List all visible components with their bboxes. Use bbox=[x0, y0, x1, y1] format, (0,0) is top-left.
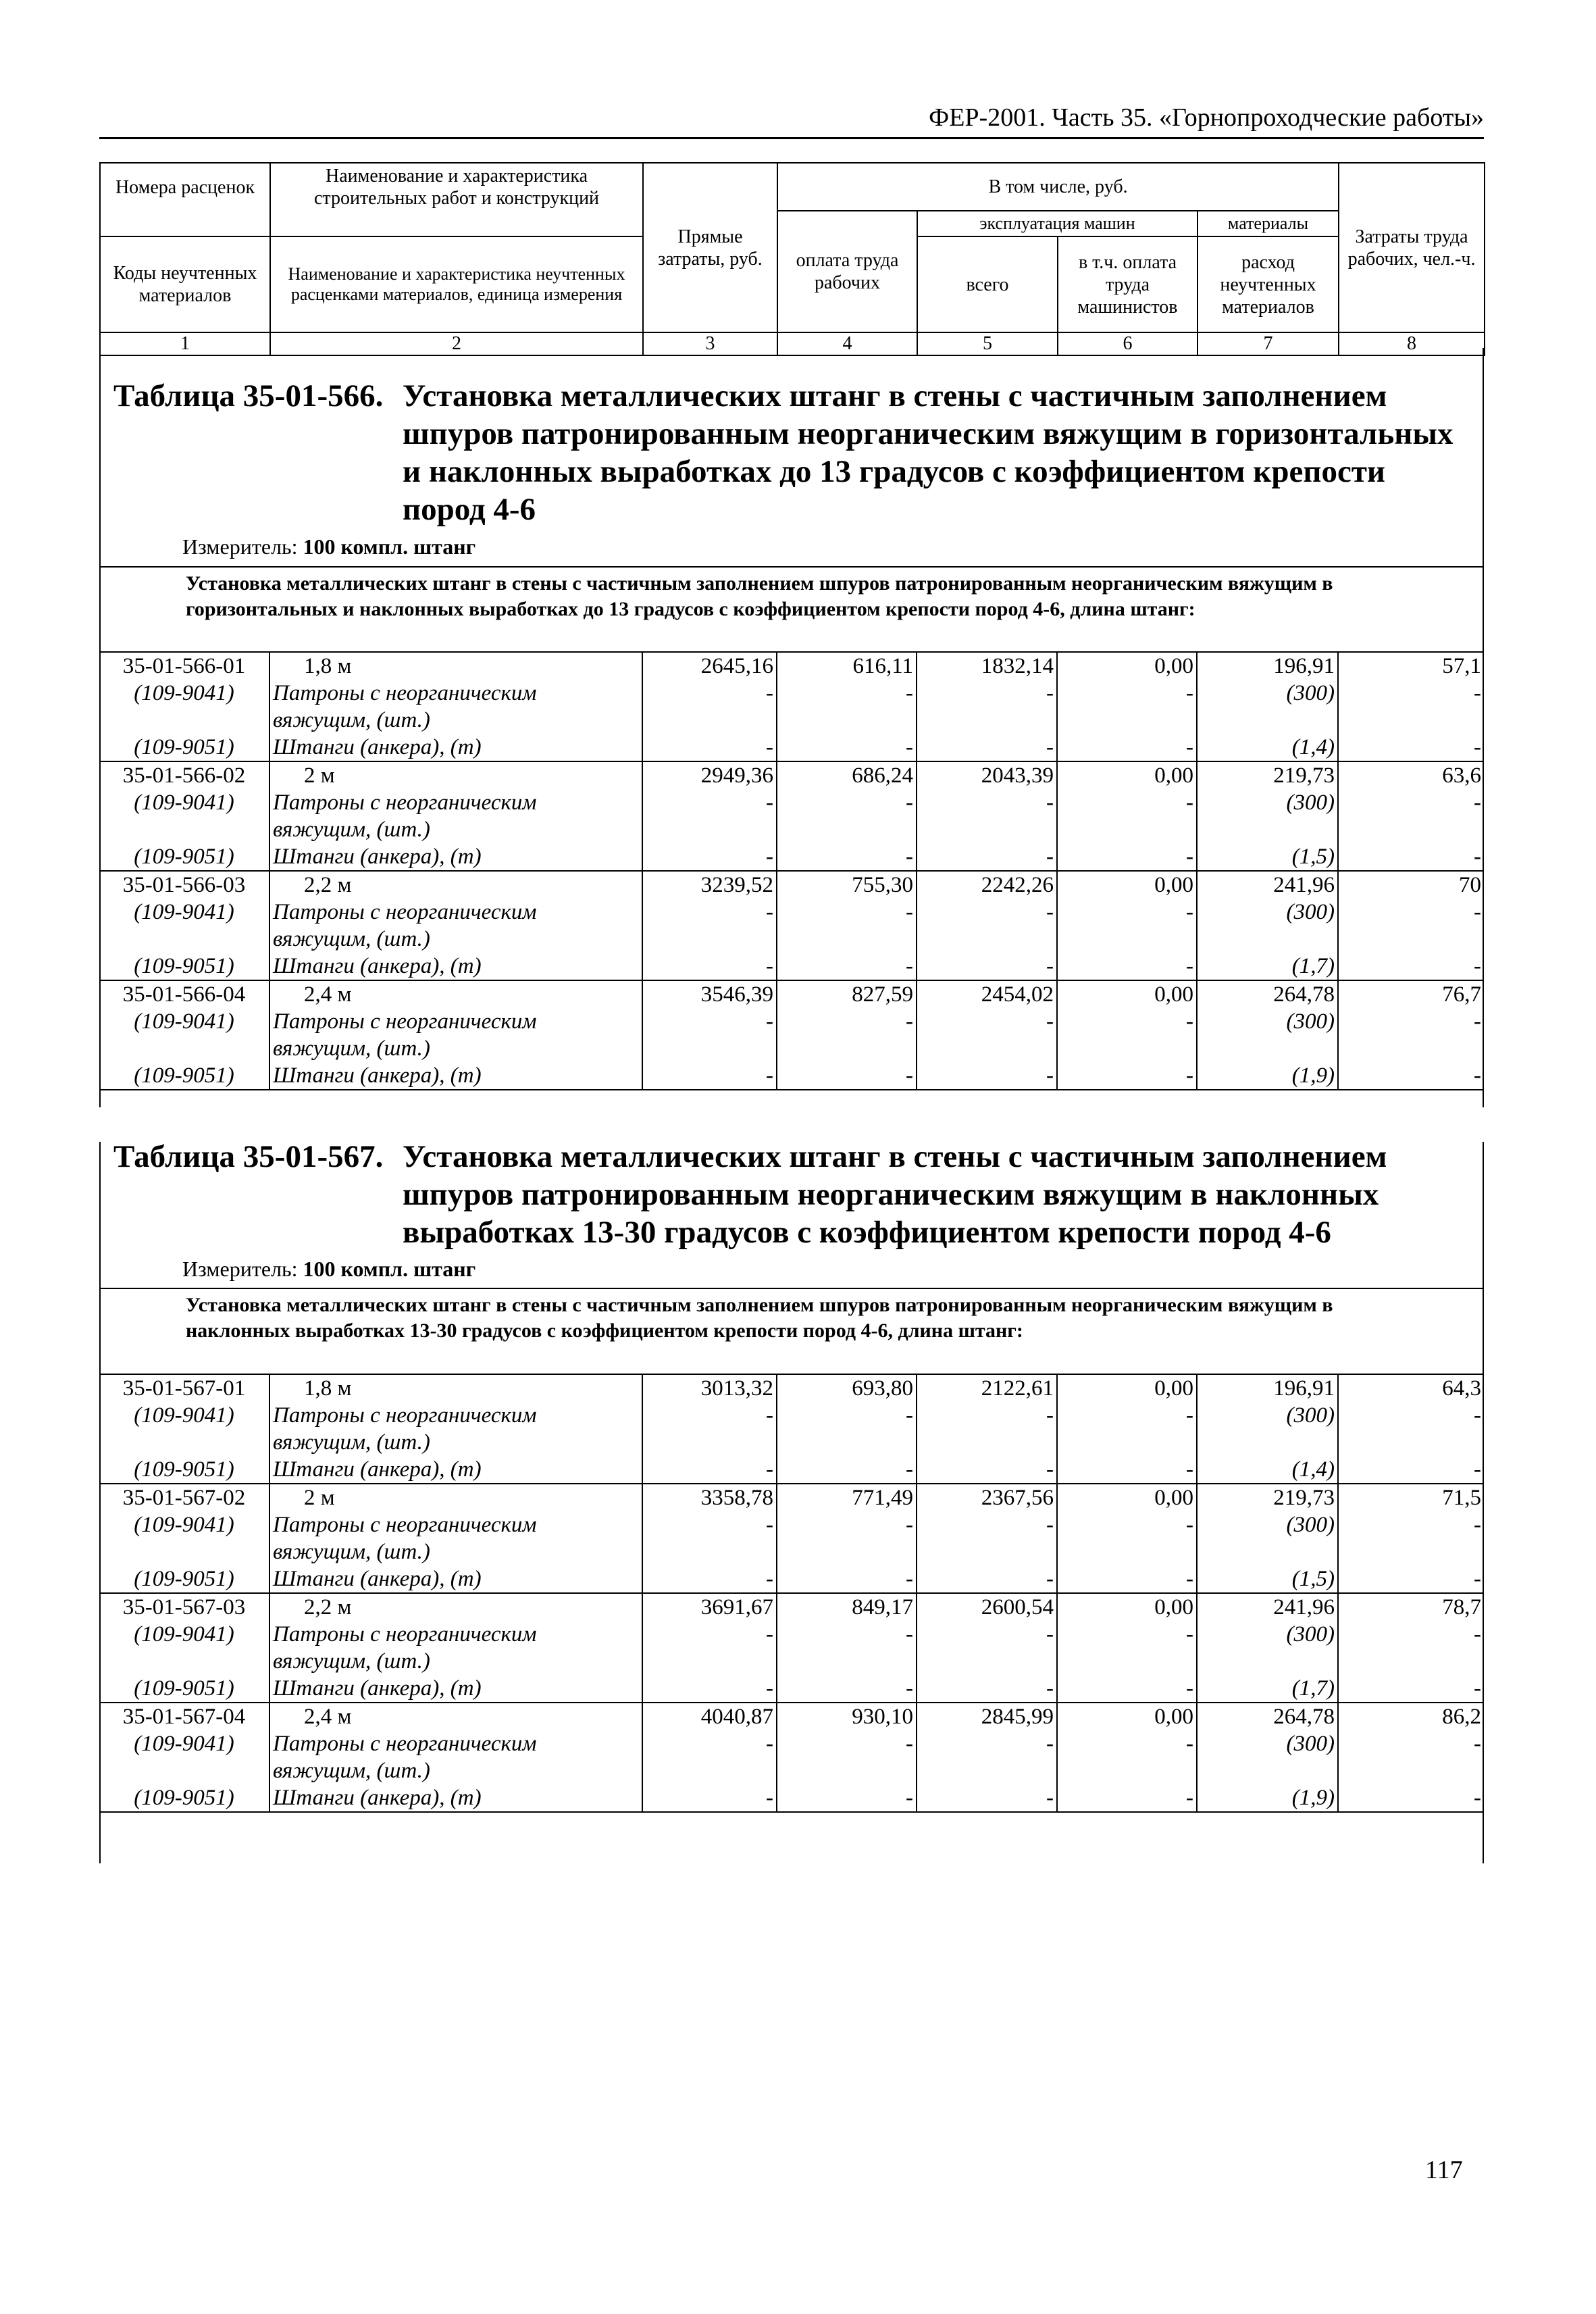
rate-code-cell: 35-01-566-04 bbox=[99, 980, 269, 1008]
materials-cell: (1,9) bbox=[1197, 1062, 1338, 1090]
hdr-machines: эксплуатация машин bbox=[917, 211, 1198, 236]
unit-of-measure bbox=[182, 534, 475, 559]
drivers-pay-cell: 0,00 bbox=[1057, 871, 1197, 899]
material-row bbox=[99, 843, 1484, 871]
labor-hours-cell: 70 bbox=[1338, 871, 1484, 899]
direct-cost-cell: - bbox=[642, 1511, 777, 1565]
labor-hours-cell: - bbox=[1338, 1565, 1484, 1593]
unit-label: Измеритель: bbox=[182, 1257, 298, 1281]
rate-code-cell: 35-01-567-01 bbox=[99, 1374, 269, 1402]
rate-code-cell: (109-9051) bbox=[99, 1565, 269, 1593]
machines-cell: - bbox=[917, 734, 1057, 761]
machines-cell: - bbox=[917, 1456, 1057, 1484]
labor-pay-cell: - bbox=[777, 789, 917, 843]
direct-cost-cell: - bbox=[642, 1621, 777, 1675]
hdr-col-number: 1 bbox=[100, 332, 270, 355]
direct-cost-cell: - bbox=[642, 734, 777, 761]
rate-code-cell: (109-9041) bbox=[99, 789, 269, 843]
drivers-pay-cell: - bbox=[1057, 789, 1197, 843]
labor-hours-cell: - bbox=[1474, 1403, 1481, 1428]
rate-code-cell: (109-9041) bbox=[99, 1621, 269, 1675]
item-name-cell: Патроны с неорганическим вяжущим, (шт.) bbox=[269, 1008, 642, 1062]
table-description: Установка металлических штанг в стены с частичным заполнением шпуров патронированным неорганическим вяжущим в наклонных выработках 13-30 градусов с коэффициентом крепости пород 4-6 bbox=[403, 1139, 1387, 1250]
materials-cell: (1,9) bbox=[1197, 1784, 1338, 1812]
machines-cell: - bbox=[917, 1511, 1057, 1565]
labor-hours-cell: - bbox=[1474, 1513, 1481, 1537]
rate-row bbox=[99, 980, 1484, 1008]
labor-pay-cell: - bbox=[777, 1062, 917, 1090]
rate-code-cell: (109-9041) bbox=[99, 1402, 269, 1456]
item-name-cell: Патроны с неорганическим вяжущим, (шт.) bbox=[269, 1730, 642, 1784]
rate-row bbox=[99, 1484, 1484, 1511]
materials-cell: (1,4) bbox=[1197, 734, 1338, 761]
hdr-machines-drivers: в т.ч. оплата труда машинистов bbox=[1058, 236, 1198, 332]
material-row bbox=[99, 953, 1484, 980]
labor-hours-cell: - bbox=[1474, 1732, 1481, 1756]
direct-cost-cell: - bbox=[642, 1008, 777, 1062]
material-row bbox=[99, 1621, 1484, 1675]
labor-pay-cell: - bbox=[777, 1621, 917, 1675]
drivers-pay-cell: - bbox=[1057, 1621, 1197, 1675]
column-header-table bbox=[99, 162, 1485, 356]
labor-pay-cell: 849,17 bbox=[777, 1593, 917, 1621]
machines-cell: 2122,61 bbox=[917, 1374, 1057, 1402]
rate-row bbox=[99, 1703, 1484, 1730]
drivers-pay-cell: - bbox=[1057, 734, 1197, 761]
labor-hours-cell: - bbox=[1338, 1062, 1484, 1090]
machines-cell: 2454,02 bbox=[917, 980, 1057, 1008]
materials-cell: (1,5) bbox=[1197, 1565, 1338, 1593]
hdr-machines-total: всего bbox=[917, 236, 1058, 332]
rate-code-cell: (109-9041) bbox=[99, 1511, 269, 1565]
hdr-work-name: Наименование и характеристика строительных работ и конструкций bbox=[270, 163, 643, 211]
labor-hours-cell: - bbox=[1338, 1456, 1484, 1484]
drivers-pay-cell: - bbox=[1057, 1730, 1197, 1784]
unit-value: 100 компл. штанг bbox=[303, 1257, 476, 1281]
item-name-cell: Штанги (анкера), (т) bbox=[269, 1456, 642, 1484]
item-name-cell: 1,8 м bbox=[269, 652, 642, 680]
drivers-pay-cell: - bbox=[1057, 953, 1197, 980]
labor-pay-cell: - bbox=[777, 1730, 917, 1784]
header-rule bbox=[99, 137, 1484, 139]
materials-cell: 196,91 bbox=[1197, 652, 1338, 680]
hdr-including: В том числе, руб. bbox=[777, 163, 1339, 211]
drivers-pay-cell: 0,00 bbox=[1057, 761, 1197, 789]
drivers-pay-cell: - bbox=[1057, 1784, 1197, 1812]
materials-cell: (1,4) bbox=[1197, 1456, 1338, 1484]
materials-cell: (1,5) bbox=[1197, 843, 1338, 871]
item-name-cell: Патроны с неорганическим вяжущим, (шт.) bbox=[269, 1402, 642, 1456]
item-name-cell: Штанги (анкера), (т) bbox=[269, 953, 642, 980]
item-name-cell: Штанги (анкера), (т) bbox=[269, 1675, 642, 1703]
hdr-direct-costs: Прямые затраты, руб. bbox=[643, 163, 777, 332]
item-name-cell: Штанги (анкера), (т) bbox=[269, 734, 642, 761]
rate-code-cell: (109-9041) bbox=[99, 680, 269, 734]
rate-code-cell: (109-9041) bbox=[99, 1730, 269, 1784]
machines-cell: 1832,14 bbox=[917, 652, 1057, 680]
item-name-cell: Патроны с неорганическим вяжущим, (шт.) bbox=[269, 1511, 642, 1565]
rate-code-cell: 35-01-567-04 bbox=[99, 1703, 269, 1730]
machines-cell: - bbox=[917, 789, 1057, 843]
materials-cell: 219,73 bbox=[1197, 1484, 1338, 1511]
item-name-cell: 2,2 м bbox=[269, 1593, 642, 1621]
hdr-col-number: 8 bbox=[1339, 332, 1485, 355]
labor-hours-cell: - bbox=[1474, 1009, 1481, 1034]
labor-pay-cell: 616,11 bbox=[777, 652, 917, 680]
material-row bbox=[99, 1730, 1484, 1784]
labor-hours-cell: 63,6 bbox=[1338, 761, 1484, 789]
group-heading: Установка металлических штанг в стены с частичным заполнением шпуров патронированным неорганическим вяжущим в горизонтальных и наклонных выработках до 13 градусов с коэффициентом крепости пород 4-6, длина штанг: bbox=[186, 572, 1333, 620]
item-name-cell: Штанги (анкера), (т) bbox=[269, 1784, 642, 1812]
hdr-col-number: 5 bbox=[917, 332, 1058, 355]
labor-hours-cell: - bbox=[1338, 1784, 1484, 1812]
drivers-pay-cell: 0,00 bbox=[1057, 1703, 1197, 1730]
rate-code-cell: (109-9041) bbox=[99, 899, 269, 953]
labor-hours-cell: - bbox=[1474, 900, 1481, 924]
table-label: Таблица 35-01-567. bbox=[113, 1139, 384, 1174]
direct-cost-cell: - bbox=[642, 953, 777, 980]
labor-hours-cell: - bbox=[1474, 1622, 1481, 1646]
materials-cell: (300) bbox=[1197, 1008, 1338, 1062]
table-label: Таблица 35-01-566. bbox=[113, 378, 384, 413]
direct-cost-cell: - bbox=[642, 1062, 777, 1090]
hdr-rate-number: Номера расценок bbox=[100, 163, 270, 211]
table-title-567 bbox=[113, 1138, 1478, 1253]
materials-cell: (1,7) bbox=[1197, 1675, 1338, 1703]
rate-code-cell: (109-9051) bbox=[99, 734, 269, 761]
materials-cell: (300) bbox=[1197, 1730, 1338, 1784]
materials-cell: (300) bbox=[1197, 789, 1338, 843]
materials-cell: (300) bbox=[1197, 680, 1338, 734]
rate-code-cell: 35-01-566-03 bbox=[99, 871, 269, 899]
item-name-cell: Штанги (анкера), (т) bbox=[269, 1062, 642, 1090]
item-name-cell: Штанги (анкера), (т) bbox=[269, 843, 642, 871]
section-rule bbox=[99, 566, 1484, 568]
labor-pay-cell: - bbox=[777, 899, 917, 953]
rate-code-cell: (109-9051) bbox=[99, 953, 269, 980]
direct-cost-cell: - bbox=[642, 1402, 777, 1456]
rate-row bbox=[99, 1374, 1484, 1402]
rates-table-567 bbox=[99, 1374, 1484, 1813]
labor-hours-cell: 57,1 bbox=[1338, 652, 1484, 680]
machines-cell: - bbox=[917, 1402, 1057, 1456]
labor-pay-cell: - bbox=[777, 1456, 917, 1484]
labor-hours-cell: 86,2 bbox=[1338, 1703, 1484, 1730]
labor-hours-cell: 71,5 bbox=[1338, 1484, 1484, 1511]
labor-pay-cell: 930,10 bbox=[777, 1703, 917, 1730]
table-title-566 bbox=[113, 377, 1478, 532]
hdr-labor-pay: оплата труда рабочих bbox=[777, 211, 917, 332]
drivers-pay-cell: 0,00 bbox=[1057, 980, 1197, 1008]
materials-cell: (300) bbox=[1197, 1402, 1338, 1456]
labor-hours-cell: - bbox=[1474, 790, 1481, 815]
item-name-cell: 2,4 м bbox=[269, 1703, 642, 1730]
rate-code-cell: (109-9051) bbox=[99, 1784, 269, 1812]
labor-hours-cell: 76,7 bbox=[1338, 980, 1484, 1008]
hdr-materials: материалы bbox=[1198, 211, 1339, 236]
rate-code-cell: (109-9041) bbox=[99, 1008, 269, 1062]
materials-cell: 264,78 bbox=[1197, 1703, 1338, 1730]
hdr-material-names: Наименование и характеристика неучтенных расценками материалов, единица измерения bbox=[270, 236, 643, 332]
labor-hours-cell: - bbox=[1474, 681, 1481, 705]
direct-cost-cell: 4040,87 bbox=[642, 1703, 777, 1730]
materials-cell: 241,96 bbox=[1197, 871, 1338, 899]
labor-pay-cell: - bbox=[777, 953, 917, 980]
drivers-pay-cell: 0,00 bbox=[1057, 652, 1197, 680]
item-name-cell: Штанги (анкера), (т) bbox=[269, 1565, 642, 1593]
rate-row bbox=[99, 1593, 1484, 1621]
drivers-pay-cell: - bbox=[1057, 1456, 1197, 1484]
direct-cost-cell: 2645,16 bbox=[642, 652, 777, 680]
drivers-pay-cell: - bbox=[1057, 1062, 1197, 1090]
machines-cell: - bbox=[917, 1730, 1057, 1784]
labor-hours-cell: 78,7 bbox=[1338, 1593, 1484, 1621]
drivers-pay-cell: - bbox=[1057, 680, 1197, 734]
machines-cell: - bbox=[917, 680, 1057, 734]
direct-cost-cell: - bbox=[642, 680, 777, 734]
machines-cell: - bbox=[917, 1565, 1057, 1593]
direct-cost-cell: - bbox=[642, 1456, 777, 1484]
drivers-pay-cell: 0,00 bbox=[1057, 1374, 1197, 1402]
group-heading: Установка металлических штанг в стены с частичным заполнением шпуров патронированным неорганическим вяжущим в наклонных выработках 13-30 градусов с коэффициентом крепости пород 4-6, длина штанг: bbox=[186, 1294, 1333, 1342]
labor-pay-cell: - bbox=[777, 734, 917, 761]
machines-cell: - bbox=[917, 843, 1057, 871]
hdr-col-number: 7 bbox=[1198, 332, 1339, 355]
direct-cost-cell: 3691,67 bbox=[642, 1593, 777, 1621]
table-description: Установка металлических штанг в стены с частичным заполнением шпуров патронированным неорганическим вяжущим в горизонтальных и наклонных выработках до 13 градусов с коэффициентом крепости пород 4-6 bbox=[403, 378, 1453, 527]
running-header: ФЕР-2001. Часть 35. «Горнопроходческие работы» bbox=[929, 103, 1484, 132]
drivers-pay-cell: - bbox=[1057, 843, 1197, 871]
labor-pay-cell: - bbox=[777, 843, 917, 871]
material-row bbox=[99, 789, 1484, 843]
labor-pay-cell: - bbox=[777, 1402, 917, 1456]
materials-cell: (300) bbox=[1197, 1511, 1338, 1565]
rate-code-cell: (109-9051) bbox=[99, 1456, 269, 1484]
materials-cell: (300) bbox=[1197, 899, 1338, 953]
machines-cell: - bbox=[917, 1062, 1057, 1090]
unit-value: 100 компл. штанг bbox=[303, 534, 476, 559]
machines-cell: - bbox=[917, 1008, 1057, 1062]
direct-cost-cell: - bbox=[642, 843, 777, 871]
rate-code-cell: 35-01-566-01 bbox=[99, 652, 269, 680]
drivers-pay-cell: - bbox=[1057, 1511, 1197, 1565]
material-row bbox=[99, 899, 1484, 953]
item-name-cell: 2,2 м bbox=[269, 871, 642, 899]
materials-cell: 196,91 bbox=[1197, 1374, 1338, 1402]
direct-cost-cell: - bbox=[642, 899, 777, 953]
rate-code-cell: 35-01-567-02 bbox=[99, 1484, 269, 1511]
materials-cell: 264,78 bbox=[1197, 980, 1338, 1008]
hdr-materials-consumption: расход неучтенных материалов bbox=[1198, 236, 1339, 332]
direct-cost-cell: 3358,78 bbox=[642, 1484, 777, 1511]
materials-cell: 219,73 bbox=[1197, 761, 1338, 789]
machines-cell: 2242,26 bbox=[917, 871, 1057, 899]
rate-code-cell: (109-9051) bbox=[99, 1675, 269, 1703]
hdr-col-number: 3 bbox=[643, 332, 777, 355]
direct-cost-cell: 3546,39 bbox=[642, 980, 777, 1008]
material-row bbox=[99, 1675, 1484, 1703]
labor-pay-cell: 686,24 bbox=[777, 761, 917, 789]
machines-cell: - bbox=[917, 1675, 1057, 1703]
unit-label: Измеритель: bbox=[182, 534, 298, 559]
direct-cost-cell: 3013,32 bbox=[642, 1374, 777, 1402]
drivers-pay-cell: 0,00 bbox=[1057, 1593, 1197, 1621]
drivers-pay-cell: - bbox=[1057, 1402, 1197, 1456]
material-row bbox=[99, 734, 1484, 761]
rates-body bbox=[99, 1374, 1484, 1812]
direct-cost-cell: - bbox=[642, 1675, 777, 1703]
item-name-cell: Патроны с неорганическим вяжущим, (шт.) bbox=[269, 789, 642, 843]
machines-cell: - bbox=[917, 1784, 1057, 1812]
unit-of-measure bbox=[182, 1257, 475, 1282]
page-number: 117 bbox=[1425, 2156, 1463, 2184]
rate-row bbox=[99, 871, 1484, 899]
material-row bbox=[99, 680, 1484, 734]
drivers-pay-cell: 0,00 bbox=[1057, 1484, 1197, 1511]
machines-cell: 2845,99 bbox=[917, 1703, 1057, 1730]
labor-pay-cell: - bbox=[777, 1008, 917, 1062]
material-row bbox=[99, 1511, 1484, 1565]
direct-cost-cell: - bbox=[642, 1730, 777, 1784]
rate-code-cell: 35-01-567-03 bbox=[99, 1593, 269, 1621]
material-row bbox=[99, 1062, 1484, 1090]
materials-cell: 241,96 bbox=[1197, 1593, 1338, 1621]
labor-pay-cell: 755,30 bbox=[777, 871, 917, 899]
drivers-pay-cell: - bbox=[1057, 1675, 1197, 1703]
item-name-cell: Патроны с неорганическим вяжущим, (шт.) bbox=[269, 899, 642, 953]
hdr-material-codes: Коды неучтенных материалов bbox=[100, 236, 270, 332]
labor-pay-cell: 827,59 bbox=[777, 980, 917, 1008]
machines-cell: - bbox=[917, 1621, 1057, 1675]
labor-hours-cell: - bbox=[1338, 953, 1484, 980]
labor-hours-cell: 64,3 bbox=[1338, 1374, 1484, 1402]
material-row bbox=[99, 1565, 1484, 1593]
rate-code-cell: 35-01-566-02 bbox=[99, 761, 269, 789]
direct-cost-cell: - bbox=[642, 1565, 777, 1593]
labor-pay-cell: 771,49 bbox=[777, 1484, 917, 1511]
drivers-pay-cell: - bbox=[1057, 1565, 1197, 1593]
material-row bbox=[99, 1008, 1484, 1062]
direct-cost-cell: - bbox=[642, 789, 777, 843]
material-row bbox=[99, 1784, 1484, 1812]
labor-pay-cell: - bbox=[777, 1784, 917, 1812]
item-name-cell: 2 м bbox=[269, 1484, 642, 1511]
labor-pay-cell: - bbox=[777, 1511, 917, 1565]
labor-pay-cell: 693,80 bbox=[777, 1374, 917, 1402]
machines-cell: - bbox=[917, 899, 1057, 953]
machines-cell: 2367,56 bbox=[917, 1484, 1057, 1511]
rates-table-566 bbox=[99, 651, 1484, 1090]
item-name-cell: 1,8 м bbox=[269, 1374, 642, 1402]
machines-cell: 2600,54 bbox=[917, 1593, 1057, 1621]
hdr-col-number: 2 bbox=[270, 332, 643, 355]
rate-row bbox=[99, 652, 1484, 680]
labor-pay-cell: - bbox=[777, 1675, 917, 1703]
labor-hours-cell: - bbox=[1338, 843, 1484, 871]
item-name-cell: Патроны с неорганическим вяжущим, (шт.) bbox=[269, 1621, 642, 1675]
rate-code-cell: (109-9051) bbox=[99, 1062, 269, 1090]
labor-pay-cell: - bbox=[777, 680, 917, 734]
direct-cost-cell: 2949,36 bbox=[642, 761, 777, 789]
drivers-pay-cell: - bbox=[1057, 899, 1197, 953]
hdr-labor-costs: Затраты труда рабочих, чел.-ч. bbox=[1339, 163, 1485, 332]
machines-cell: 2043,39 bbox=[917, 761, 1057, 789]
direct-cost-cell: - bbox=[642, 1784, 777, 1812]
direct-cost-cell: 3239,52 bbox=[642, 871, 777, 899]
rates-body bbox=[99, 652, 1484, 1090]
materials-cell: (1,7) bbox=[1197, 953, 1338, 980]
rate-row bbox=[99, 761, 1484, 789]
rate-code-cell: (109-9051) bbox=[99, 843, 269, 871]
labor-pay-cell: - bbox=[777, 1565, 917, 1593]
machines-cell: - bbox=[917, 953, 1057, 980]
hdr-col-number: 4 bbox=[777, 332, 917, 355]
hdr-col-number: 6 bbox=[1058, 332, 1198, 355]
material-row bbox=[99, 1456, 1484, 1484]
item-name-cell: Патроны с неорганическим вяжущим, (шт.) bbox=[269, 680, 642, 734]
item-name-cell: 2,4 м bbox=[269, 980, 642, 1008]
materials-cell: (300) bbox=[1197, 1621, 1338, 1675]
drivers-pay-cell: - bbox=[1057, 1008, 1197, 1062]
labor-hours-cell: - bbox=[1338, 734, 1484, 761]
labor-hours-cell: - bbox=[1338, 1675, 1484, 1703]
item-name-cell: 2 м bbox=[269, 761, 642, 789]
material-row bbox=[99, 1402, 1484, 1456]
section-rule bbox=[99, 1288, 1484, 1289]
